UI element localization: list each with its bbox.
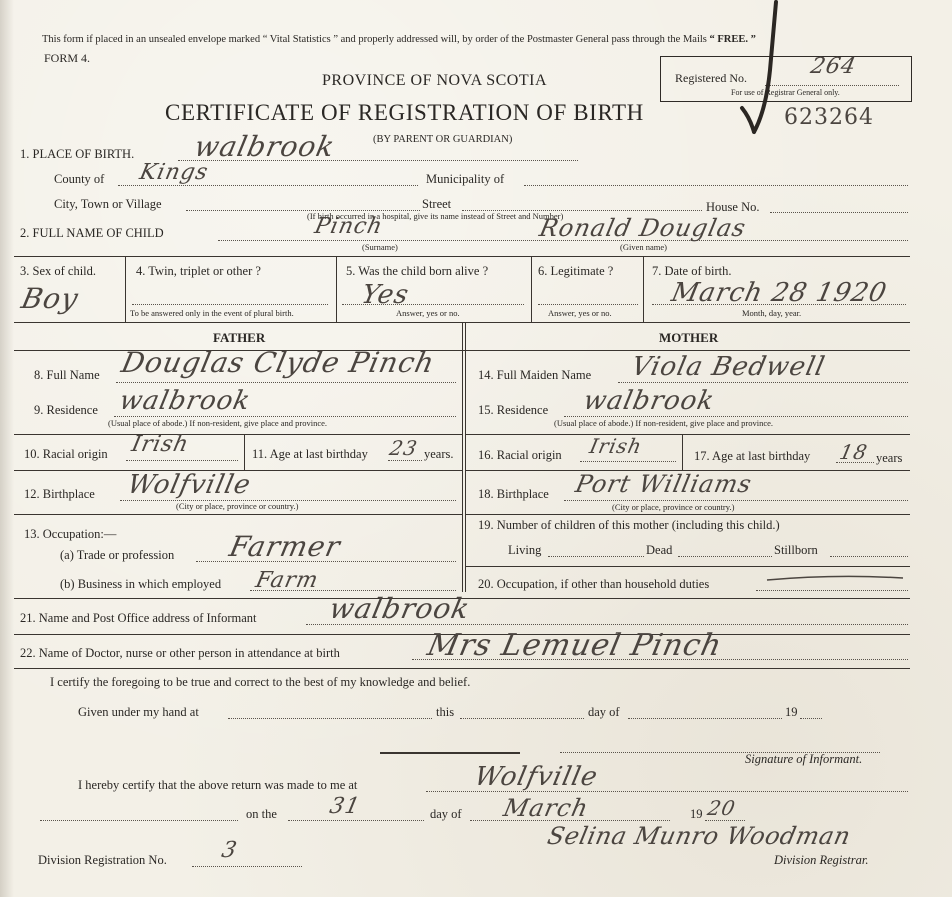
date-of-birth-label: 7. Date of birth.: [652, 264, 732, 278]
date-of-birth-value: March 28 1920: [668, 278, 890, 308]
date-of-birth-note: Month, day, year.: [742, 308, 802, 318]
mother-children-label: 19. Number of children of this mother (including this child.): [478, 518, 780, 532]
informant-address-value: walbrook: [326, 592, 474, 625]
registrar-caption: Division Registrar.: [774, 853, 869, 867]
division-registration-value: 3: [219, 838, 240, 863]
county-label: County of: [54, 172, 105, 186]
twin-label: 4. Twin, triplet or other ?: [136, 264, 261, 278]
division-registration-label: Division Registration No.: [38, 853, 167, 867]
father-business-label: (b) Business in which employed: [60, 577, 222, 591]
mother-racial-label: 16. Racial origin: [478, 448, 562, 462]
mother-birthplace-value: Port Williams: [573, 470, 755, 498]
father-trade-value: Farmer: [226, 530, 344, 563]
return-year-prefix: 19: [690, 807, 703, 821]
mother-racial-value: Irish: [587, 434, 645, 458]
this-label: this: [436, 705, 455, 719]
return-day-value: 31: [327, 794, 363, 819]
father-name-label: 8. Full Name: [34, 368, 100, 382]
place-of-birth-value: walbrook: [191, 130, 339, 163]
hospital-note: (If birth occurred in a hospital, give its name instead of Street and Number): [307, 211, 564, 221]
father-birthplace-note: (City or place, province or country.): [176, 501, 299, 511]
father-residence-label: 9. Residence: [34, 403, 98, 417]
house-number-label: House No.: [706, 200, 760, 214]
father-racial-label: 10. Racial origin: [24, 447, 108, 461]
return-month-value: March: [501, 794, 592, 822]
place-of-birth-label: 1. PLACE OF BIRTH.: [20, 147, 135, 161]
year-prefix: 19: [785, 705, 798, 719]
county-value: Kings: [137, 160, 211, 185]
doctor-label: 22. Name of Doctor, nurse or other person in attendance at birth: [20, 646, 340, 660]
street-label: Street: [422, 197, 452, 211]
mother-age-label: 17. Age at last birthday: [694, 449, 811, 463]
full-name-label: 2. FULL NAME OF CHILD: [20, 226, 164, 240]
alive-value: Yes: [358, 280, 412, 310]
registered-number-label: Registered No.: [675, 71, 747, 85]
mother-residence-note: (Usual place of abode.) If non-resident, give place and province.: [554, 418, 774, 428]
surname-caption: (Surname): [362, 242, 398, 252]
on-the-label: on the: [246, 807, 277, 821]
postal-note-free: “ FREE. ”: [709, 34, 756, 45]
father-age-value: 23: [387, 436, 421, 460]
mother-residence-label: 15. Residence: [478, 403, 549, 417]
mother-name-value: Viola Bedwell: [628, 352, 828, 382]
form-number: FORM 4.: [44, 51, 91, 65]
twin-note: To be answered only in the event of plural birth.: [130, 308, 294, 318]
father-birthplace-label: 12. Birthplace: [24, 487, 95, 501]
father-residence-note: (Usual place of abode.) If non-resident, give place and province.: [108, 418, 328, 428]
registrar-use-note: For use of Registrar General only.: [731, 88, 840, 97]
province-heading: PROVINCE OF NOVA SCOTIA: [322, 72, 548, 89]
given-name-value: Ronald Douglas: [537, 214, 749, 242]
return-statement: I hereby certify that the above return was made to me at: [78, 778, 358, 792]
mother-residence-value: walbrook: [580, 386, 718, 416]
given-under-label: Given under my hand at: [78, 705, 199, 719]
father-occupation-label: 13. Occupation:—: [24, 527, 117, 541]
day-of-label: day of: [588, 705, 620, 719]
father-residence-value: walbrook: [116, 386, 254, 416]
mother-occupation-dash: [765, 572, 905, 584]
registered-number-value: 264: [808, 54, 859, 79]
father-trade-label: (a) Trade or profession: [60, 548, 175, 562]
surname-value: Pinch: [312, 214, 386, 239]
father-age-label: 11. Age at last birthday: [252, 447, 368, 461]
registered-number-box: [660, 56, 912, 102]
certify-statement: I certify the foregoing to be true and correct to the best of my knowledge and belief.: [50, 675, 471, 689]
mother-dead-label: Dead: [646, 543, 673, 557]
return-place-value: Wolfville: [471, 762, 601, 792]
return-day-of-label: day of: [430, 807, 462, 821]
mother-living-label: Living: [508, 543, 542, 557]
father-business-value: Farm: [253, 568, 321, 593]
alive-label: 5. Was the child born alive ?: [346, 264, 489, 278]
city-label: City, Town or Village: [54, 197, 162, 211]
mother-age-value: 18: [837, 440, 871, 464]
mother-stillborn-label: Stillborn: [774, 543, 818, 557]
certificate-subtitle: (BY PARENT OR GUARDIAN): [373, 134, 513, 145]
mother-years-label: years: [876, 451, 903, 465]
municipality-label: Municipality of: [426, 172, 505, 186]
informant-signature-caption: Signature of Informant.: [745, 752, 863, 766]
alive-note: Answer, yes or no.: [396, 308, 460, 318]
postal-note-text: This form if placed in an unsealed envelope marked “ Vital Statistics ” and properly addressed will, by order of the Postmaster General pass through the Mails: [42, 34, 707, 45]
check-mark: [736, 0, 786, 135]
father-years-label: years.: [424, 447, 454, 461]
legitimate-note: Answer, yes or no.: [548, 308, 612, 318]
mother-birthplace-note: (City or place, province or country.): [612, 502, 735, 512]
postal-note: [42, 34, 756, 45]
given-name-caption: (Given name): [620, 242, 667, 252]
registrar-signature: Selina Munro Woodman: [545, 822, 854, 850]
certificate-title: CERTIFICATE OF REGISTRATION OF BIRTH: [165, 100, 644, 125]
sex-label: 3. Sex of child.: [20, 264, 97, 278]
sex-value: Boy: [18, 282, 82, 315]
father-racial-value: Irish: [129, 432, 192, 457]
stamp-number: 623264: [784, 105, 874, 130]
mother-name-label: 14. Full Maiden Name: [478, 368, 592, 382]
doctor-value: Mrs Lemuel Pinch: [424, 628, 726, 663]
legitimate-label: 6. Legitimate ?: [538, 264, 614, 278]
mother-birthplace-label: 18. Birthplace: [478, 487, 549, 501]
father-heading: FATHER: [213, 330, 266, 345]
father-name-value: Douglas Clyde Pinch: [118, 346, 438, 379]
father-birthplace-value: Wolfville: [124, 470, 254, 500]
informant-address-label: 21. Name and Post Office address of Informant: [20, 611, 257, 625]
binding-shadow: [0, 0, 14, 897]
return-year-value: 20: [705, 796, 739, 820]
mother-heading: MOTHER: [659, 330, 719, 345]
mother-occupation-label: 20. Occupation, if other than household duties: [478, 577, 710, 591]
